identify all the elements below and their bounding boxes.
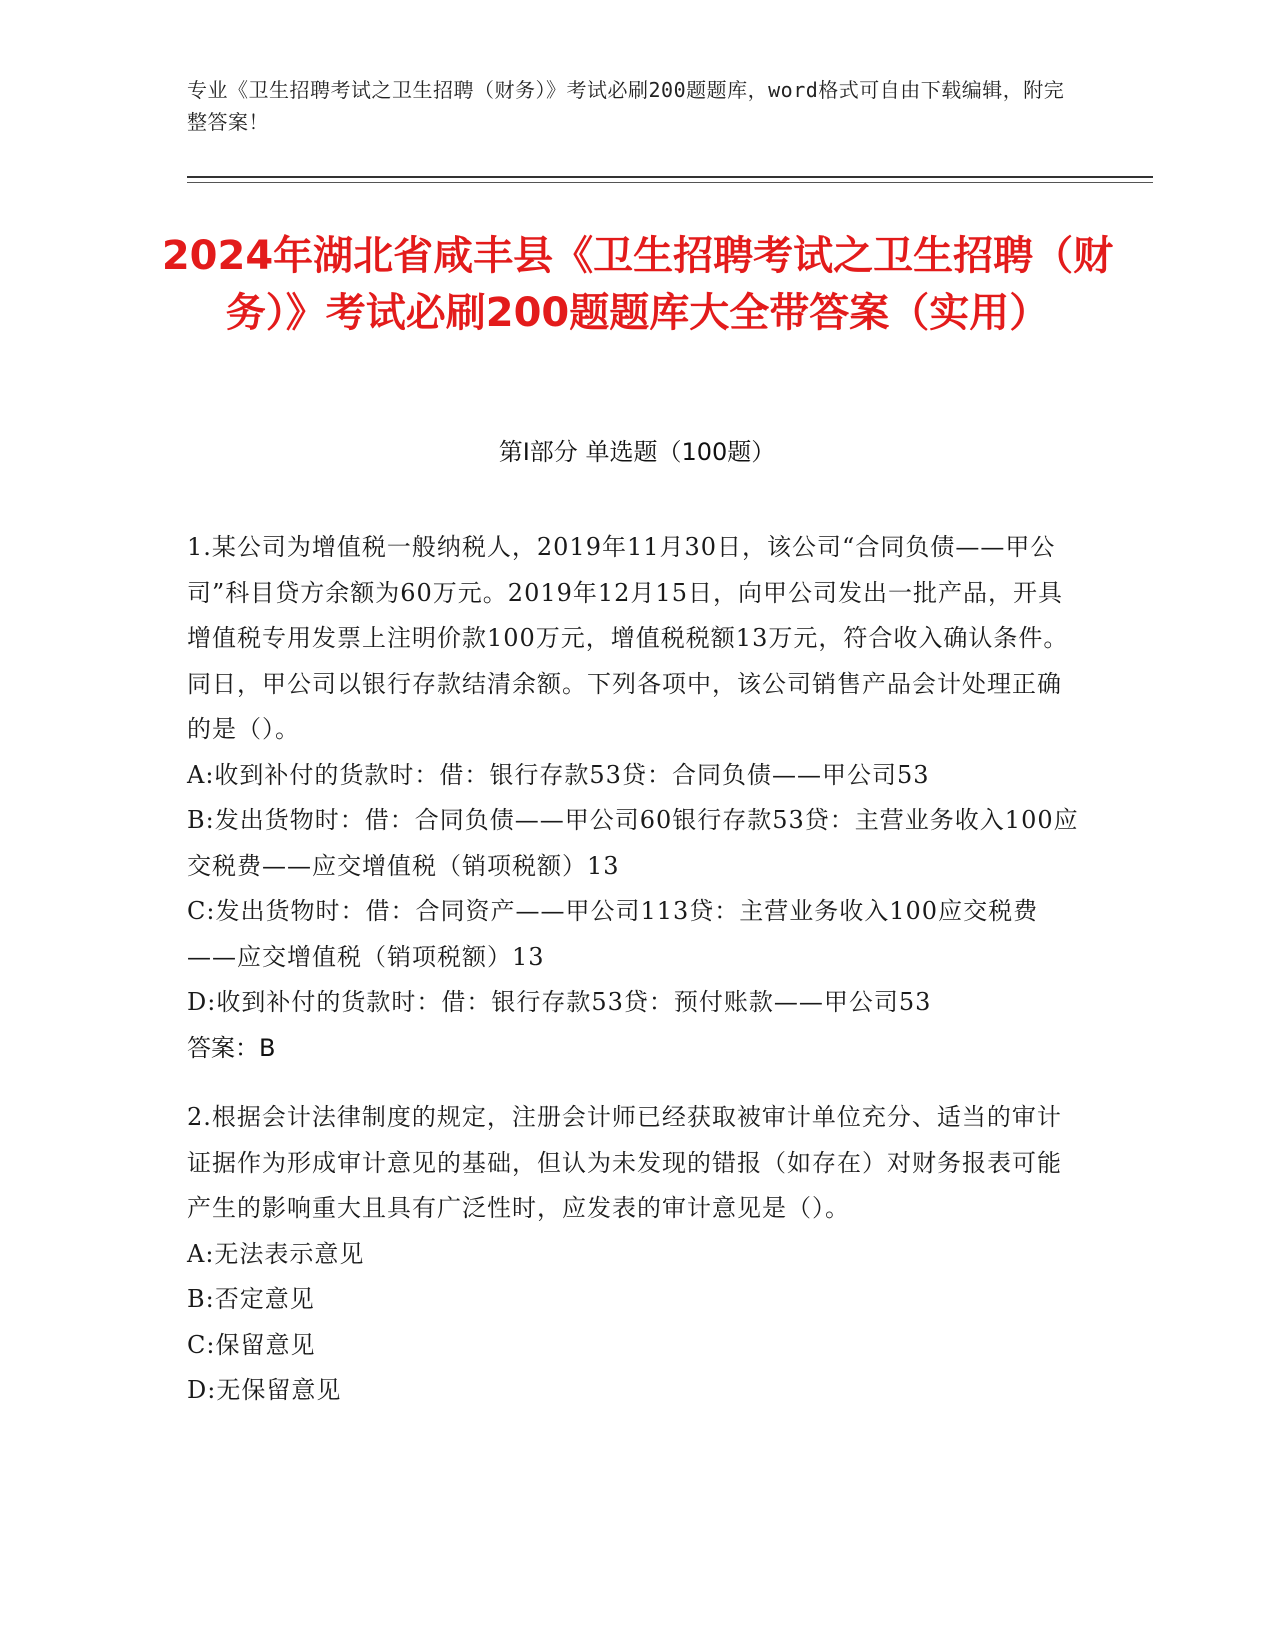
option-c: C:发出货物时：借：合同资产——甲公司113贷：主营业务收入100应交税费——应交增值税（销项税额）13: [187, 897, 1039, 971]
header-divider-thin: [187, 182, 1153, 183]
option-d: D:收到补付的货款时：借：银行存款53贷：预付账款——甲公司53: [187, 988, 932, 1016]
question-stem: 2.根据会计法律制度的规定，注册会计师已经获取被审计单位充分、适当的审计证据作为形成审计意见的基础，但认为未发现的错报（如存在）对财务报表可能产生的影响重大且具有广泛性时，应发表的审计意见是（）。: [187, 1103, 1062, 1222]
option-c: C:保留意见: [187, 1330, 316, 1359]
option-b: B:否定意见: [187, 1285, 315, 1313]
option-a: A:收到补付的货款时：借：银行存款53贷：合同负债——甲公司53: [187, 760, 930, 789]
question-2: [187, 1095, 1082, 1414]
header-note: 专业《卫生招聘考试之卫生招聘（财务）》考试必刷200题题库，word格式可自由下载编辑，附完整答案！: [187, 78, 1065, 134]
answer-line: 答案：B: [187, 1033, 276, 1062]
document-title: 2024年湖北省咸丰县《卫生招聘考试之卫生招聘（财务）》考试必刷200题题库大全带答案（实用）: [161, 233, 1114, 336]
header-divider-thick: [187, 176, 1153, 178]
option-a: A:无法表示意见: [187, 1239, 365, 1268]
option-b: B:发出货物时：借：合同负债——甲公司60银行存款53贷：主营业务收入100应交税费——应交增值税（销项税额）13: [187, 806, 1079, 880]
question-1: [187, 525, 1082, 1071]
option-d: D:无保留意见: [187, 1376, 342, 1404]
section-heading: 第I部分 单选题（100题）: [498, 438, 776, 466]
question-stem: 1.某公司为增值税一般纳税人，2019年11月30日，该公司“合同负债——甲公司”科目贷方余额为60万元。2019年12月15日，向甲公司发出一批产品，开具增值税专用发票上注明价款100万元，增值税税额13万元，符合收入确认条件。同日，甲公司以银行存款结清余额。下列各项中，该公司销售产品会计处理正确的是（）。: [187, 533, 1069, 743]
